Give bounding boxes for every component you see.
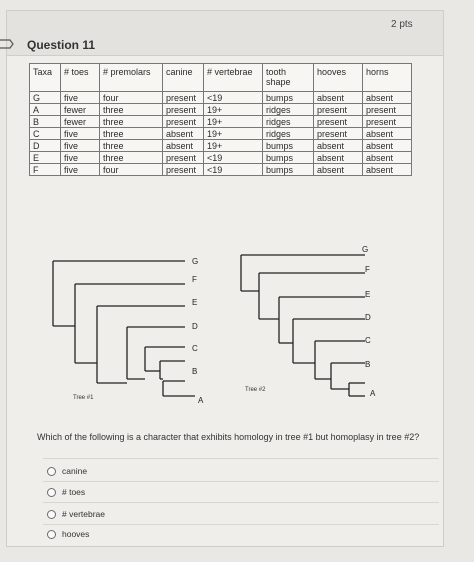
tree-1-tip-f: F (192, 275, 197, 284)
question-title: Question 11 (27, 38, 96, 52)
table-cell: absent (163, 128, 204, 140)
divider (43, 524, 439, 525)
table-cell: three (100, 128, 163, 140)
radio-icon[interactable] (47, 467, 56, 476)
table-cell: five (61, 140, 100, 152)
table-row (30, 92, 412, 104)
table-cell: present (163, 152, 204, 164)
question-card (6, 10, 444, 547)
table-body (30, 92, 412, 176)
phylogenetic-trees (35, 231, 435, 421)
header-tooth-shape: tooth shape (263, 64, 314, 92)
tree-1-tip-d: D (192, 322, 198, 331)
option-vertebrae[interactable] (47, 509, 105, 519)
table-cell: <19 (204, 92, 263, 104)
table-cell: bumps (263, 152, 314, 164)
tree-2-tip-e: E (365, 290, 371, 299)
table-cell: absent (314, 92, 363, 104)
header-horns: horns (363, 64, 412, 92)
tree-1-tip-g: G (192, 257, 199, 266)
table-row (30, 164, 412, 176)
tree-1-label: Tree #1 (73, 395, 94, 401)
option-canine[interactable] (47, 466, 87, 476)
table-cell: ridges (263, 116, 314, 128)
table-cell: fewer (61, 104, 100, 116)
header-premolars: # premolars (100, 64, 163, 92)
option-label: hooves (62, 529, 90, 539)
option-toes[interactable] (47, 487, 85, 497)
header-vertebrae: # vertebrae (204, 64, 263, 92)
table-cell: three (100, 152, 163, 164)
tree-2-tip-a: A (370, 389, 376, 398)
table-cell: present (363, 116, 412, 128)
tree-2-label: Tree #2 (245, 387, 266, 393)
table-cell: 19+ (204, 140, 263, 152)
table-cell: bumps (263, 92, 314, 104)
table-cell: 19+ (204, 128, 263, 140)
table-row (30, 128, 412, 140)
radio-icon[interactable] (47, 510, 56, 519)
table-cell: absent (314, 164, 363, 176)
table-cell: A (30, 104, 61, 116)
table-cell: G (30, 92, 61, 104)
tree-1-tip-c: C (192, 344, 198, 353)
table-cell: present (163, 116, 204, 128)
table-row (30, 152, 412, 164)
character-table (29, 63, 412, 176)
table-cell: E (30, 152, 61, 164)
header-hooves: hooves (314, 64, 363, 92)
table-cell: present (163, 104, 204, 116)
divider (43, 502, 439, 503)
table-row (30, 140, 412, 152)
table-cell: three (100, 104, 163, 116)
option-hooves[interactable] (47, 529, 89, 539)
option-label: canine (62, 466, 88, 476)
table-cell: present (314, 128, 363, 140)
table-cell: bumps (263, 164, 314, 176)
table-cell: absent (314, 152, 363, 164)
table-cell: present (314, 116, 363, 128)
table-cell: D (30, 140, 61, 152)
header-taxa: Taxa (30, 64, 61, 92)
radio-icon[interactable] (47, 488, 56, 497)
table-row (30, 116, 412, 128)
tree-1-tip-a: A (198, 396, 204, 405)
table-cell: three (100, 140, 163, 152)
tree-2-branches (241, 255, 365, 396)
table-cell: present (314, 104, 363, 116)
table-cell: <19 (204, 164, 263, 176)
question-header (7, 11, 443, 56)
table-cell: absent (363, 164, 412, 176)
tree-2-tip-c: C (365, 336, 371, 345)
header-canine: canine (163, 64, 204, 92)
table-row (30, 104, 412, 116)
table-cell: 19+ (204, 104, 263, 116)
table-cell: absent (363, 128, 412, 140)
option-label: # toes (62, 487, 86, 497)
tree-1-branches (53, 261, 198, 396)
table-cell: five (61, 92, 100, 104)
question-prompt: Which of the following is a character that exhibits homology in tree #1 but homoplasy in tree #2? (37, 432, 420, 442)
flag-icon[interactable] (0, 38, 15, 50)
table-cell: ridges (263, 104, 314, 116)
table-cell: bumps (263, 140, 314, 152)
tree-2-tip-labels (362, 245, 376, 398)
table-cell: absent (363, 92, 412, 104)
table-cell: B (30, 116, 61, 128)
option-label: # vertebrae (62, 509, 105, 519)
table-cell: absent (314, 140, 363, 152)
table-cell: <19 (204, 152, 263, 164)
table-cell: ridges (263, 128, 314, 140)
table-cell: 19+ (204, 116, 263, 128)
tree-1-tip-labels (192, 257, 204, 405)
tree-1-tip-e: E (192, 298, 198, 307)
table-cell: F (30, 164, 61, 176)
divider (43, 481, 439, 482)
table-cell: present (163, 92, 204, 104)
header-toes: # toes (61, 64, 100, 92)
tree-2-tip-d: D (365, 313, 371, 322)
radio-icon[interactable] (47, 530, 56, 539)
points-label: 2 pts (391, 19, 413, 30)
table-cell: absent (163, 140, 204, 152)
table-cell: present (363, 104, 412, 116)
divider (43, 458, 439, 459)
table-cell: five (61, 152, 100, 164)
tree-2-tip-b: B (365, 360, 371, 369)
table-cell: five (61, 164, 100, 176)
table-cell: present (163, 164, 204, 176)
tree-2-tip-g: G (362, 245, 369, 254)
table-header-row (30, 64, 412, 92)
table-cell: four (100, 92, 163, 104)
table-cell: C (30, 128, 61, 140)
tree-1-tip-b: B (192, 367, 198, 376)
table-cell: five (61, 128, 100, 140)
table-cell: three (100, 116, 163, 128)
table-cell: four (100, 164, 163, 176)
table-cell: absent (363, 152, 412, 164)
table-cell: absent (363, 140, 412, 152)
tree-2-tip-f: F (365, 265, 370, 274)
table-cell: fewer (61, 116, 100, 128)
